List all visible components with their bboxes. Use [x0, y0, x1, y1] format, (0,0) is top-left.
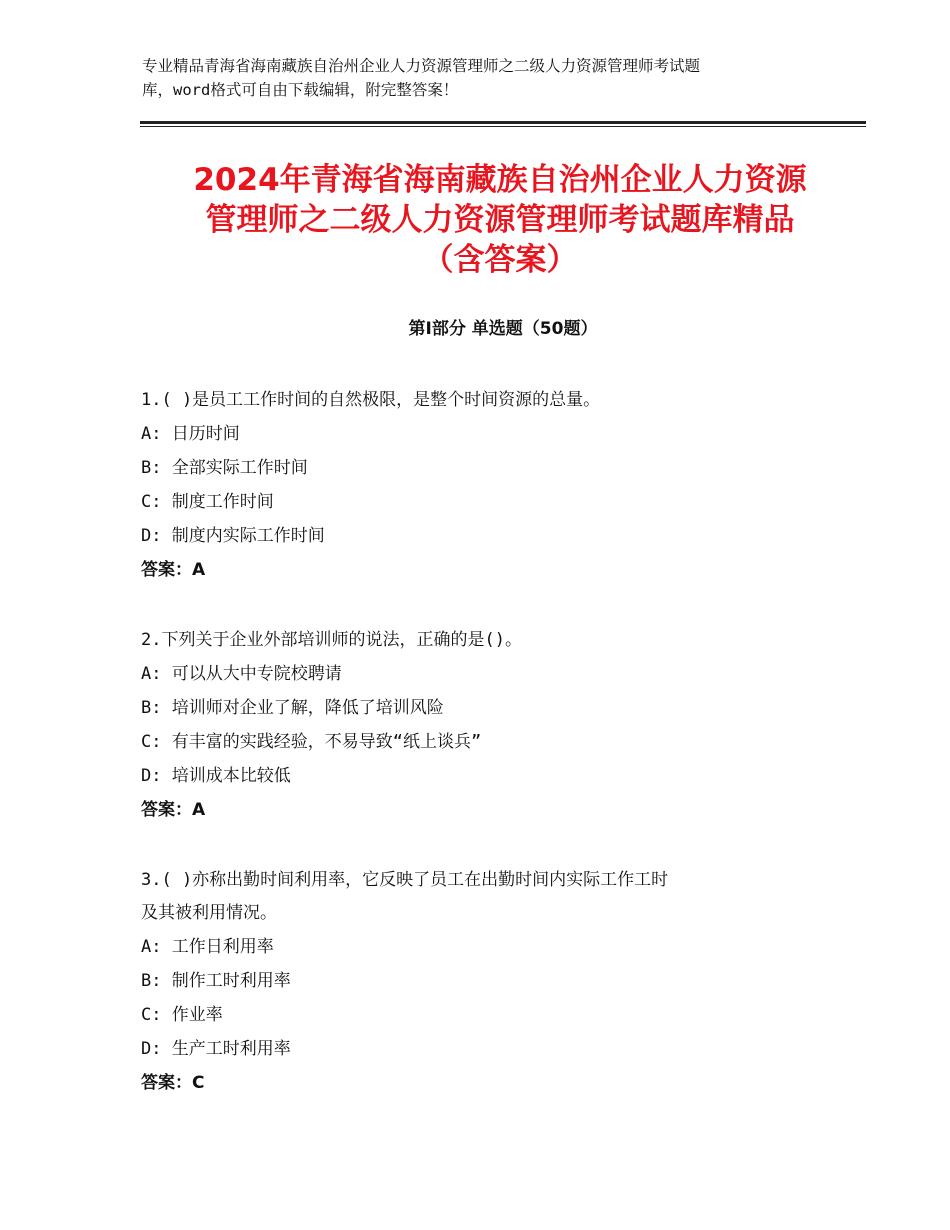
answer: 答案：A: [141, 800, 206, 820]
question-2: [141, 624, 821, 827]
question-1: [141, 384, 821, 587]
option-d: D: 培训成本比较低: [141, 766, 291, 786]
header-divider-thick: [140, 121, 866, 124]
option-a: A: 日历时间: [141, 424, 240, 444]
answer: 答案：C: [141, 1073, 205, 1093]
question-stem-line: 及其被利用情况。: [141, 903, 277, 923]
option-c: C: 作业率: [141, 1005, 223, 1025]
option-b: B: 制作工时利用率: [141, 971, 291, 991]
option-c: C: 有丰富的实践经验，不易导致“纸上谈兵”: [141, 732, 482, 752]
question-stem: [141, 624, 821, 657]
header-note-line-2: 库，word格式可自由下载编辑，附完整答案！: [142, 81, 459, 99]
question-stem-line: 3.( )亦称出勤时间利用率，它反映了员工在出勤时间内实际工作工时: [141, 870, 669, 890]
question-stem: [141, 864, 821, 930]
option-b: B: 培训师对企业了解，降低了培训风险: [141, 698, 444, 718]
document-title-line-1: 2024年青海省海南藏族自治州企业人力资源: [193, 162, 807, 198]
question-3: [141, 864, 821, 1100]
header-note: [142, 54, 822, 102]
answer: 答案：A: [141, 560, 206, 580]
document-title: [120, 160, 880, 280]
question-stem-line: 1.( )是员工工作时间的自然极限，是整个时间资源的总量。: [141, 390, 601, 410]
question-stem-line: 2.下列关于企业外部培训师的说法，正确的是()。: [141, 630, 522, 650]
section-title: 第Ⅰ部分 单选题（50题）: [408, 319, 598, 339]
option-d: D: 制度内实际工作时间: [141, 526, 325, 546]
question-stem: [141, 384, 821, 417]
option-c: C: 制度工作时间: [141, 492, 274, 512]
document-title-line-2: 管理师之二级人力资源管理师考试题库精品: [205, 202, 795, 238]
option-a: A: 可以从大中专院校聘请: [141, 664, 342, 684]
option-b: B: 全部实际工作时间: [141, 458, 308, 478]
header-note-line-1: 专业精品青海省海南藏族自治州企业人力资源管理师之二级人力资源管理师考试题: [142, 57, 701, 75]
question-list: [141, 384, 821, 1137]
document-title-line-3: （含答案）: [422, 242, 578, 278]
option-a: A: 工作日利用率: [141, 937, 274, 957]
option-d: D: 生产工时利用率: [141, 1039, 291, 1059]
header-divider-thin: [140, 126, 866, 127]
